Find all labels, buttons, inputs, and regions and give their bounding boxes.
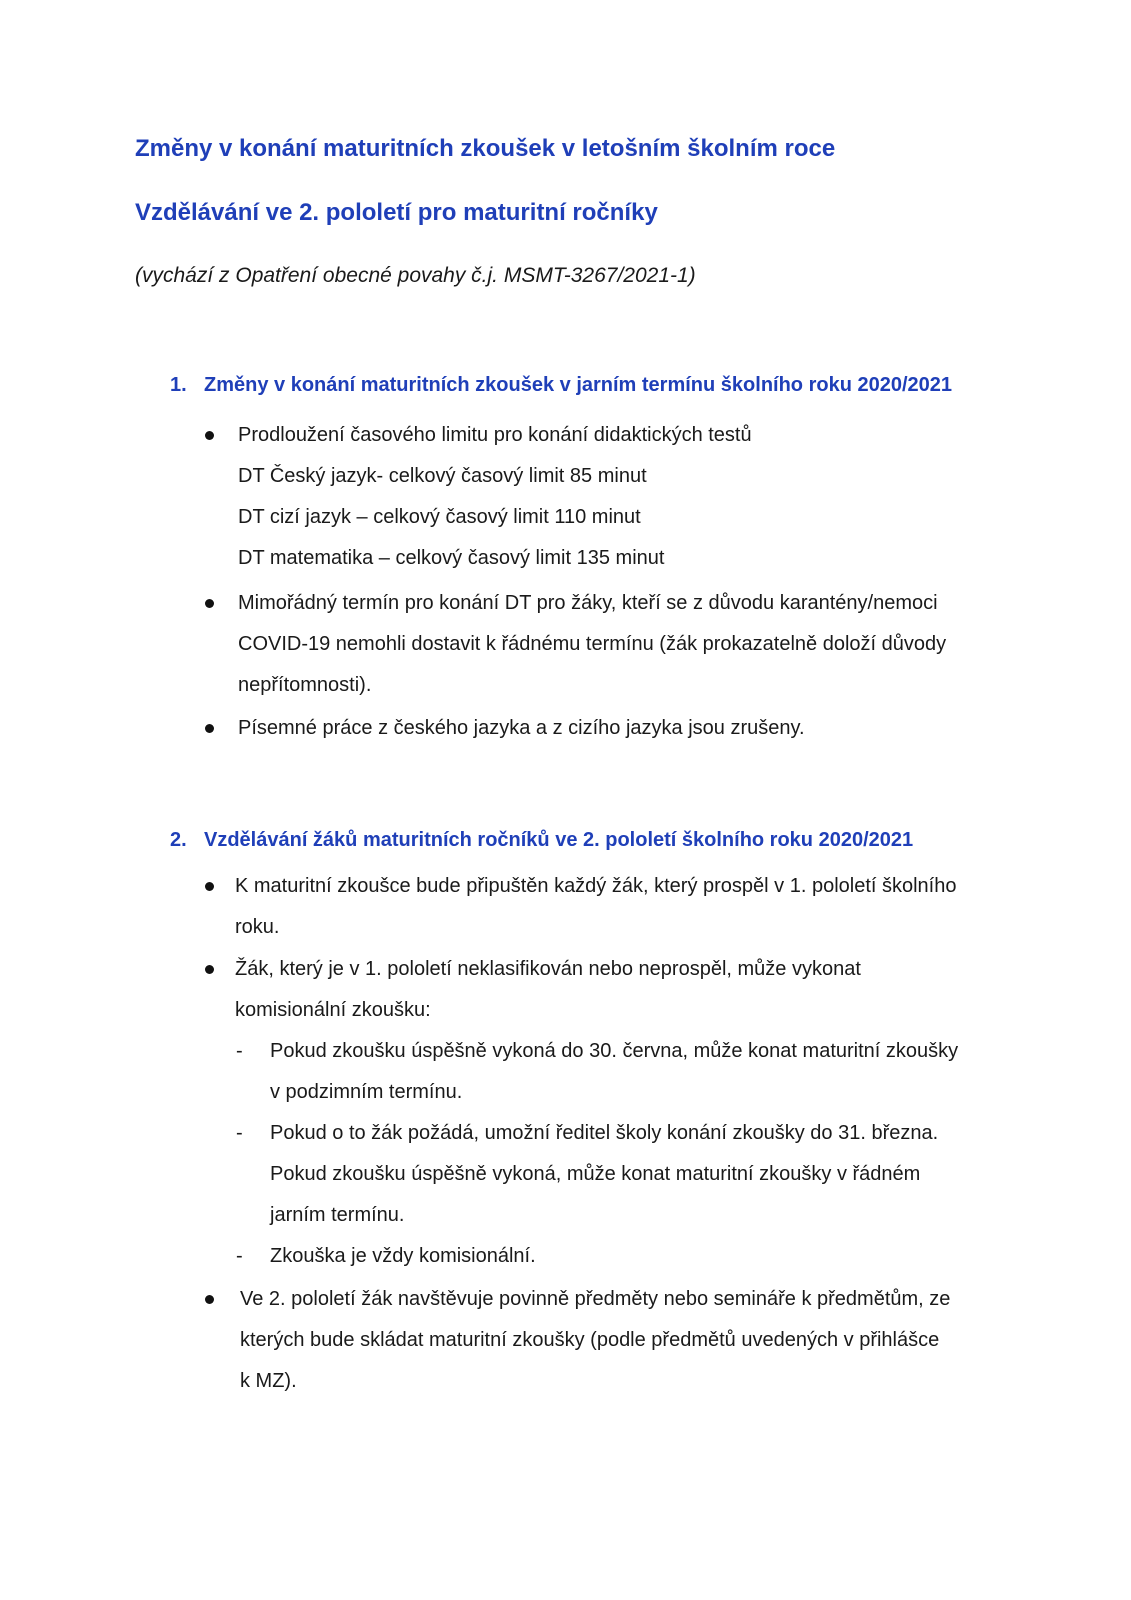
section-1-title: Změny v konání maturitních zkoušek v jarním termínu školního roku 2020/2021 <box>204 374 953 396</box>
section-2-bullet-1-line-1: K maturitní zkoušce bude připuštěn každý žák, který prospěl v 1. pololetí školního <box>235 875 957 897</box>
section-2-title: Vzdělávání žáků maturitních ročníků ve 2. pololetí školního roku 2020/2021 <box>204 829 914 851</box>
bullet-icon <box>205 882 214 891</box>
document-subheading: Vzdělávání ve 2. pololetí pro maturitní ročníky <box>135 199 658 226</box>
section-2-subitem-1-line-2: v podzimním termínu. <box>270 1081 463 1103</box>
section-1-bullet-1-line-3: DT cizí jazyk – celkový časový limit 110 minut <box>238 506 641 528</box>
bullet-icon <box>205 431 214 440</box>
section-2-subitem-2-line-3: jarním termínu. <box>270 1204 405 1226</box>
section-2-subitem-3-line-1: Zkouška je vždy komisionální. <box>270 1245 536 1267</box>
section-2-bullet-3-line-2: kterých bude skládat maturitní zkoušky (podle předmětů uvedených v přihlášce <box>240 1329 940 1351</box>
section-2-bullet-3-line-3: k MZ). <box>240 1370 297 1392</box>
section-2-subitem-2-line-1: Pokud o to žák požádá, umožní ředitel školy konání zkoušky do 31. března. <box>270 1122 939 1144</box>
dash-marker: - <box>236 1245 243 1267</box>
section-2-heading <box>170 826 913 854</box>
bullet-icon <box>205 1295 214 1304</box>
bullet-icon <box>205 599 214 608</box>
section-1-bullet-1-line-1: Prodloužení časového limitu pro konání didaktických testů <box>238 424 752 446</box>
section-1-bullet-3-line-1: Písemné práce z českého jazyka a z cizího jazyka jsou zrušeny. <box>238 717 805 739</box>
section-2-number: 2. <box>170 829 187 851</box>
document-title: Změny v konání maturitních zkoušek v letošním školním roce <box>135 135 836 162</box>
section-2-subitem-1-line-1: Pokud zkoušku úspěšně vykoná do 30. června, může konat maturitní zkoušky <box>270 1040 959 1062</box>
section-1-heading <box>170 371 952 399</box>
section-2-bullet-3-line-1: Ve 2. pololetí žák navštěvuje povinně předměty nebo semináře k předmětům, ze <box>240 1288 951 1310</box>
dash-marker: - <box>236 1040 243 1062</box>
section-1-bullet-1-line-4: DT matematika – celkový časový limit 135 minut <box>238 547 665 569</box>
dash-marker: - <box>236 1122 243 1144</box>
section-2-bullet-2-line-2: komisionální zkoušku: <box>235 999 431 1021</box>
section-2-bullet-1-line-2: roku. <box>235 916 280 938</box>
section-1-bullet-2-line-3: nepřítomnosti). <box>238 674 372 696</box>
section-1-bullet-2-line-2: COVID-19 nemohli dostavit k řádnému termínu (žák prokazatelně doloží důvody <box>238 633 947 655</box>
section-1-number: 1. <box>170 374 187 396</box>
section-2-bullet-2-line-1: Žák, který je v 1. pololetí neklasifikován nebo neprospěl, může vykonat <box>235 958 861 980</box>
section-2-subitem-2-line-2: Pokud zkoušku úspěšně vykoná, může konat maturitní zkoušky v řádném <box>270 1163 921 1185</box>
source-note: (vychází z Opatření obecné povahy č.j. MSMT-3267/2021-1) <box>135 264 696 287</box>
bullet-icon <box>205 965 214 974</box>
bullet-icon <box>205 724 214 733</box>
section-1-bullet-1-line-2: DT Český jazyk- celkový časový limit 85 minut <box>238 465 647 487</box>
section-1-bullet-2-line-1: Mimořádný termín pro konání DT pro žáky, kteří se z důvodu karantény/nemoci <box>238 592 938 614</box>
